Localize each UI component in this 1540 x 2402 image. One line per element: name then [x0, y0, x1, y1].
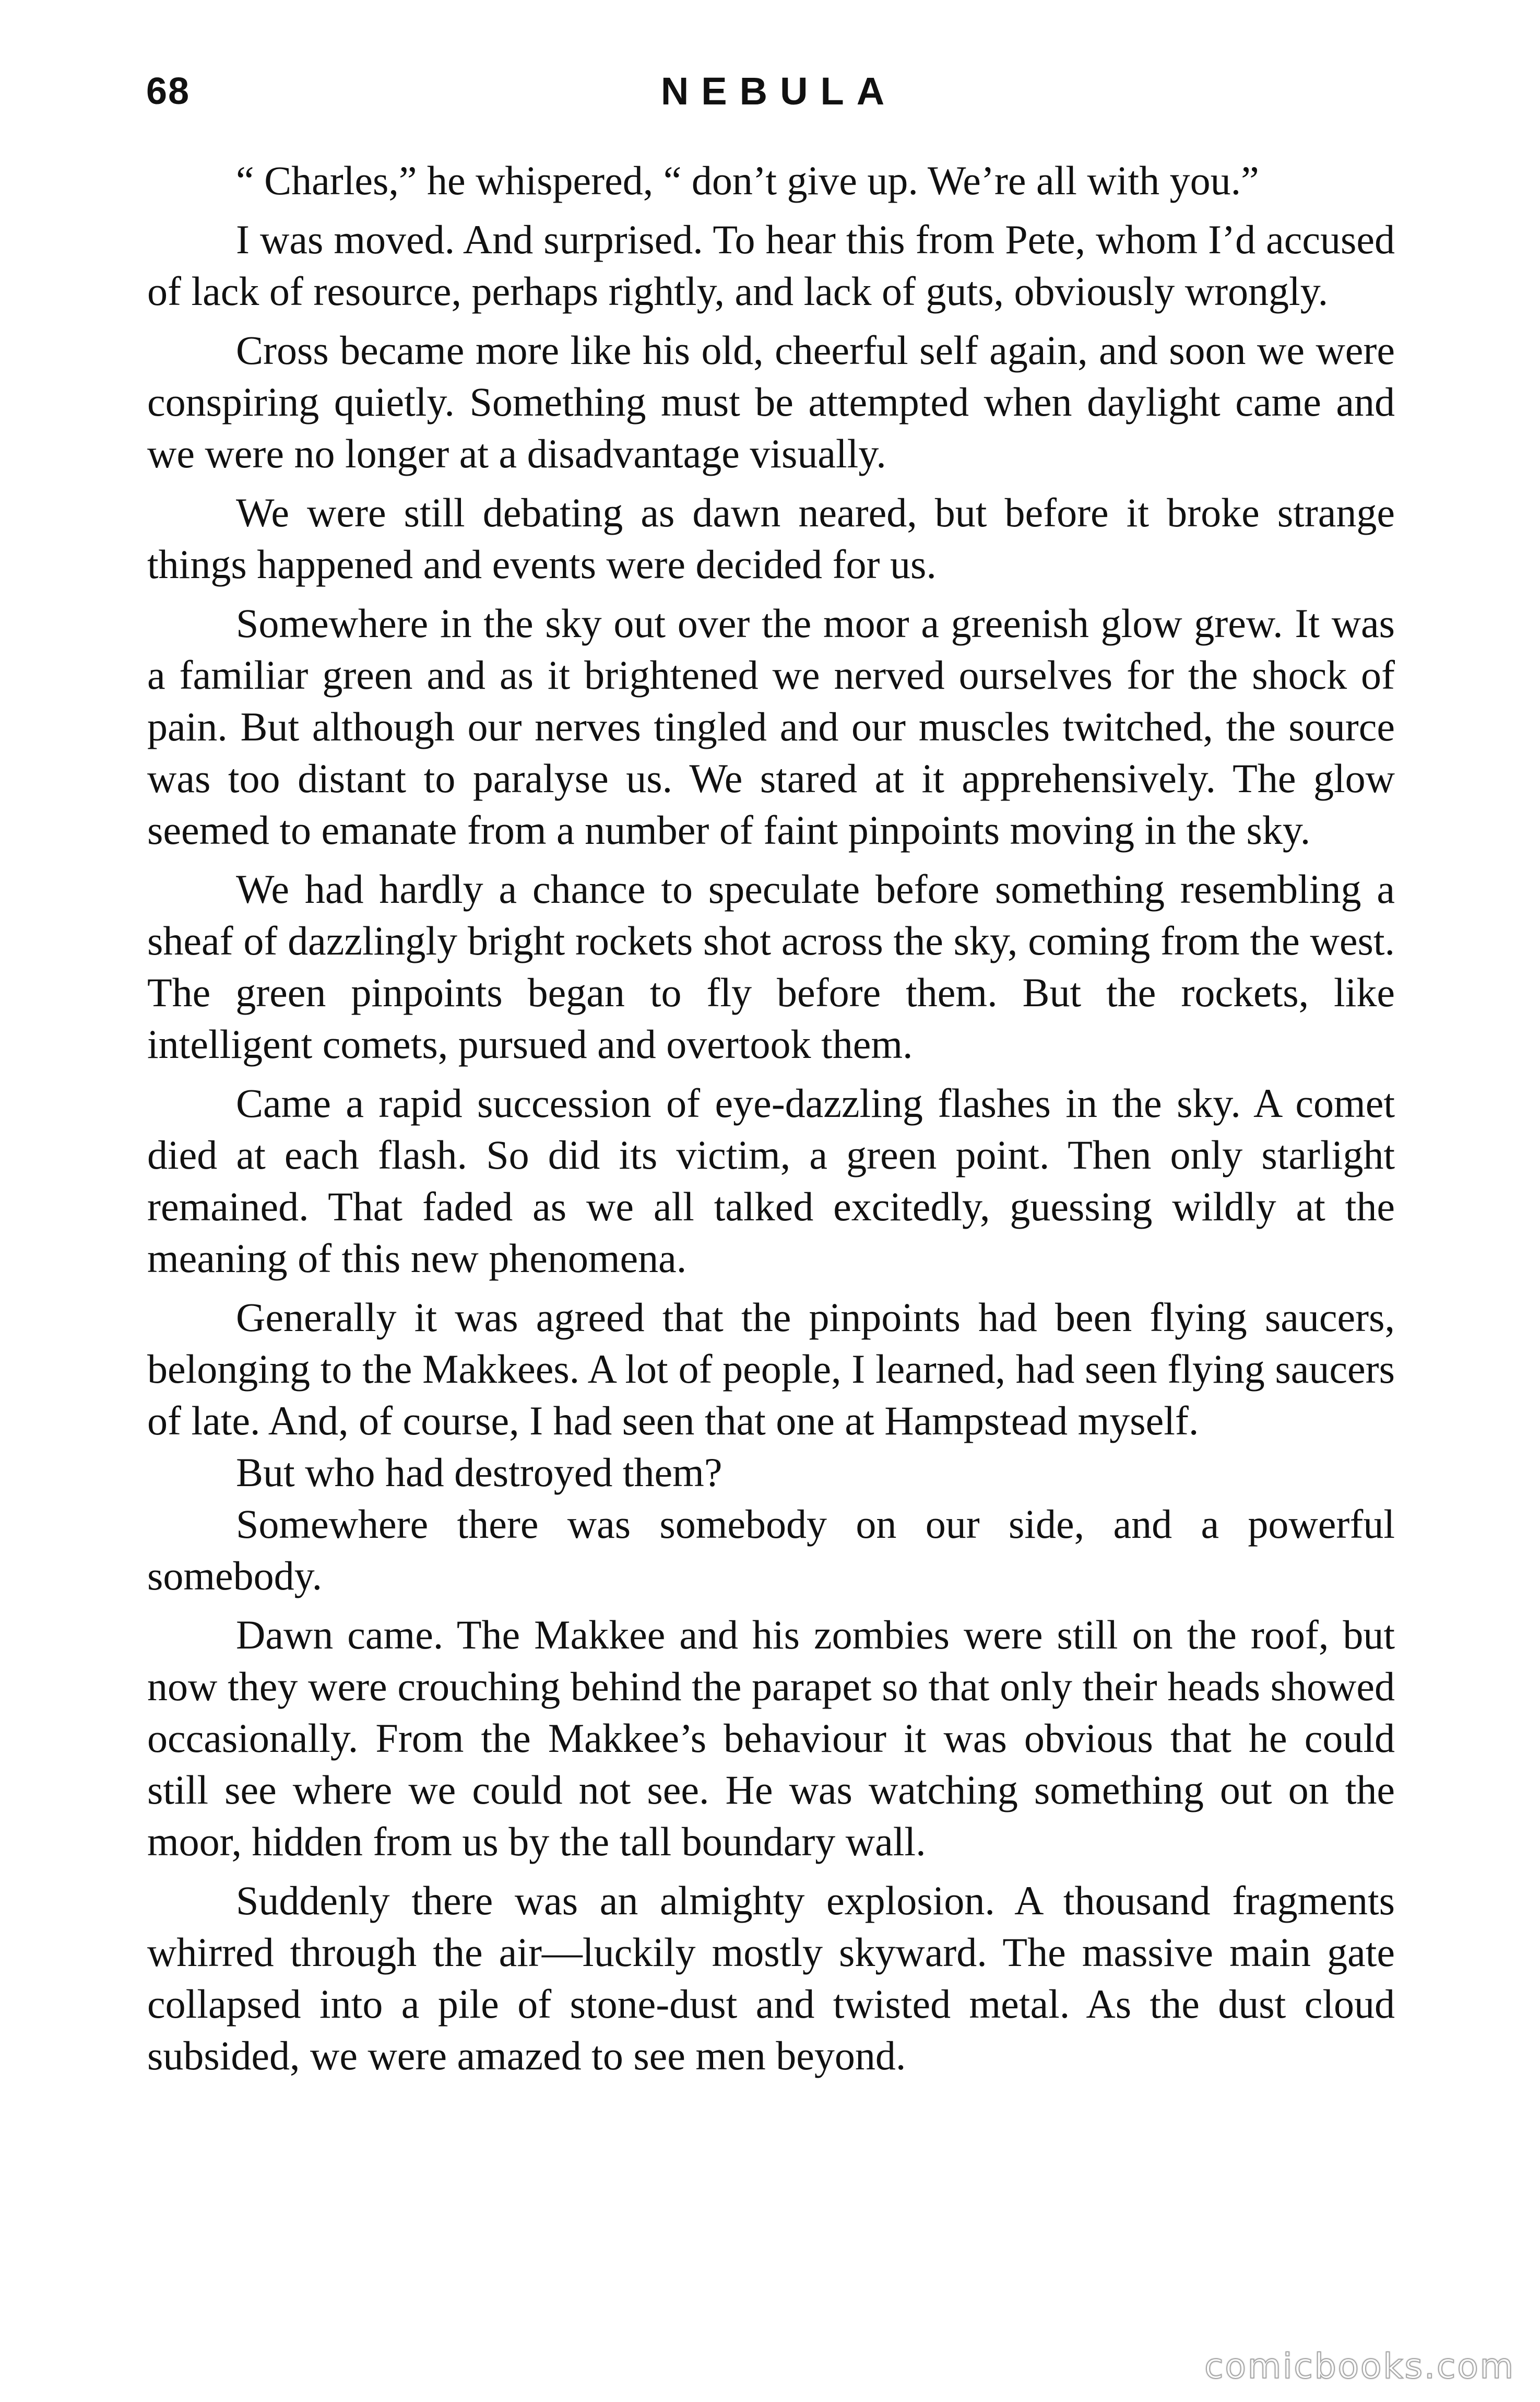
page-number: 68 — [146, 70, 191, 112]
running-head — [146, 63, 1399, 120]
watermark-text: comicbooks.com — [1204, 2346, 1515, 2386]
paragraph-9: But who had destroyed them? — [236, 1450, 722, 1495]
paragraph-7: Came a rapid succession of eye-dazzling flashes in the sky. A comet died at each flash. So did its victim, a green point. Then only starlight remained. That faded as we all talked excitedly, guessing wildly at the meaning of this new phenomena. — [147, 1080, 1395, 1281]
paragraph-5: Somewhere in the sky out over the moor a greenish glow grew. It was a familiar green and as it brightened we nerved ourselves for the shock of pain. But although our nerves tingled and our muscles twitched, the source was too distant to paralyse us. We stared at it apprehensively. The glow seemed to emanate from a number of faint pinpoints moving in the sky. — [147, 600, 1395, 853]
paragraph-2: I was moved. And surprised. To hear this from Pete, whom I’d accused of lack of resource, perhaps rightly, and lack of guts, obviously wrongly. — [147, 217, 1395, 314]
paragraph-3: Cross became more like his old, cheerful self again, and soon we were conspiring quietly. Something must be attempted when daylight came and we were no longer at a disadvantage visually. — [147, 327, 1395, 476]
running-title: NEBULA — [660, 69, 897, 113]
paragraph-1: “ Charles,” he whispered, “ don’t give up. We’re all with you.” — [236, 158, 1259, 203]
body-text — [147, 155, 1395, 2089]
paragraph-12: Suddenly there was an almighty explosion. A thousand fragments whirred through the air—luckily mostly skyward. The massive main gate collapsed into a pile of stone-dust and twisted metal. As the dust cloud subsided, we were amazed to see men beyond. — [147, 1878, 1395, 2078]
paragraph-8: Generally it was agreed that the pinpoints had been flying saucers, belonging to the Makkees. A lot of people, I learned, had seen flying saucers of late. And, of course, I had seen that one at Hampstead myself. — [147, 1294, 1395, 1443]
paragraph-4: We were still debating as dawn neared, but before it broke strange things happened and events were decided for us. — [147, 490, 1395, 587]
paragraph-11: Dawn came. The Makkee and his zombies were still on the roof, but now they were crouching behind the parapet so that only their heads showed occasionally. From the Makkee’s behaviour it was obvious that he could still see where we could not see. He was watching something out on the moor, hidden from us by the tall boundary wall. — [147, 1612, 1395, 1864]
paragraph-10: Somewhere there was somebody on our side, and a powerful somebody. — [147, 1501, 1395, 1598]
paragraph-6: We had hardly a chance to speculate before something resembling a sheaf of dazzlingly bright rockets shot across the sky, coming from the west. The green pinpoints began to fly before them. But the rockets, like intelligent comets, pursued and overtook them. — [147, 866, 1395, 1067]
